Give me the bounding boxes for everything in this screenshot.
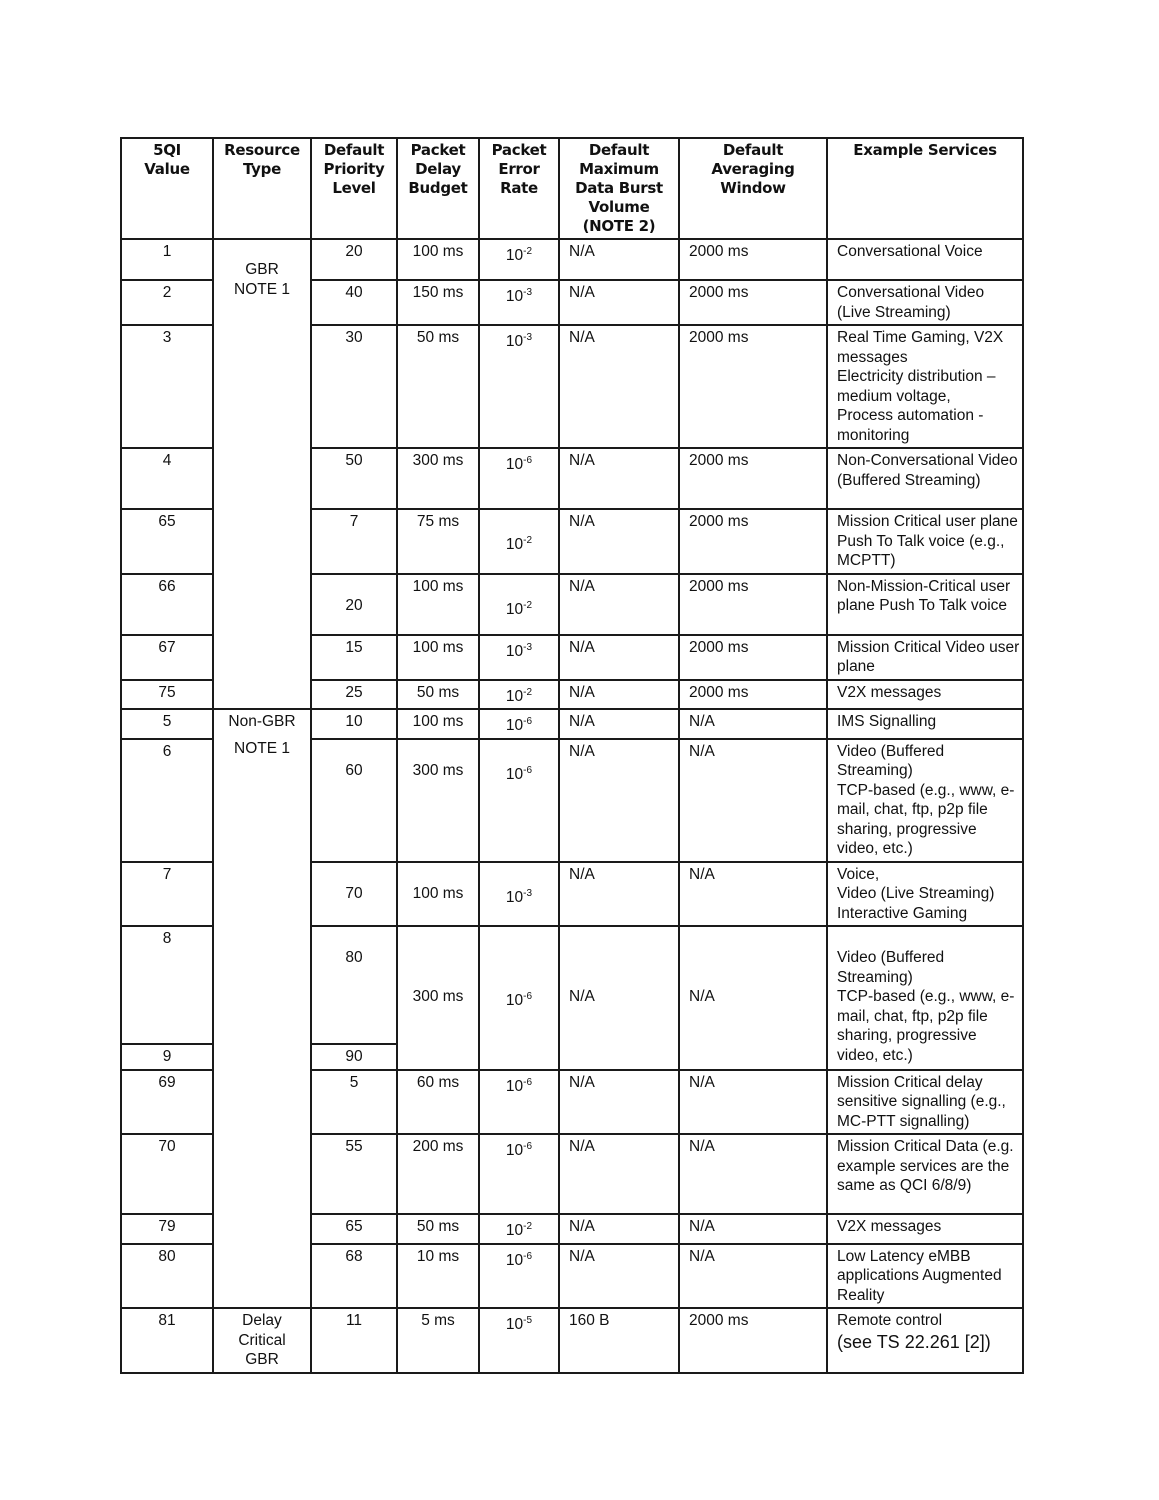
qos-characteristics-table [120, 137, 1024, 1374]
example-services: Video (Buffered Streaming) TCP-based (e.g., www, e-mail, chat, ftp, p2p file sharing, progressive video, etc.) [827, 926, 1023, 1070]
averaging-window: 2000 ms [679, 680, 827, 710]
priority-level: 90 [311, 1044, 397, 1070]
packet-delay-budget: 300 ms [397, 739, 479, 862]
example-services: Non-Mission-Critical user plane Push To Talk voice [827, 574, 1023, 635]
max-data-burst-volume: N/A [559, 239, 679, 280]
qi-value: 9 [121, 1044, 213, 1070]
packet-error-rate: $10^{-2}$ [479, 509, 559, 574]
averaging-window: 2000 ms [679, 574, 827, 635]
averaging-window: N/A [679, 926, 827, 1070]
packet-delay-budget: 300 ms [397, 926, 479, 1070]
max-data-burst-volume: 160 B [559, 1308, 679, 1373]
qi-value: 2 [121, 280, 213, 325]
averaging-window: N/A [679, 1244, 827, 1309]
priority-level: 20 [311, 239, 397, 280]
resource-type-delay-critical-gbr: Delay Critical GBR [213, 1308, 311, 1373]
max-data-burst-volume: N/A [559, 862, 679, 927]
priority-level: 60 [311, 739, 397, 862]
priority-level: 50 [311, 448, 397, 509]
averaging-window: 2000 ms [679, 509, 827, 574]
packet-error-rate: $10^{-3}$ [479, 280, 559, 325]
packet-delay-budget: 50 ms [397, 325, 479, 448]
packet-error-rate: $10^{-2}$ [479, 1214, 559, 1244]
table-row [121, 239, 1023, 280]
packet-delay-budget: 10 ms [397, 1244, 479, 1309]
priority-level: 30 [311, 325, 397, 448]
packet-error-rate: $10^{-2}$ [479, 574, 559, 635]
example-services: Voice, Video (Live Streaming) Interactive Gaming [827, 862, 1023, 927]
averaging-window: N/A [679, 739, 827, 862]
averaging-window: 2000 ms [679, 239, 827, 280]
priority-level: 15 [311, 635, 397, 680]
table-row [121, 1308, 1023, 1373]
averaging-window: 2000 ms [679, 280, 827, 325]
packet-error-rate: $10^{-5}$ [479, 1308, 559, 1373]
qi-value: 1 [121, 239, 213, 280]
averaging-window: N/A [679, 1070, 827, 1135]
packet-delay-budget: 50 ms [397, 680, 479, 710]
packet-delay-budget: 100 ms [397, 635, 479, 680]
averaging-window: 2000 ms [679, 635, 827, 680]
max-data-burst-volume: N/A [559, 926, 679, 1070]
qi-value: 5 [121, 709, 213, 739]
example-services: Remote control (see TS 22.261 [2]) [827, 1308, 1023, 1373]
header-row [121, 138, 1023, 239]
max-data-burst-volume: N/A [559, 448, 679, 509]
max-data-burst-volume: N/A [559, 509, 679, 574]
packet-delay-budget: 75 ms [397, 509, 479, 574]
packet-error-rate: $10^{-6}$ [479, 709, 559, 739]
example-services: IMS Signalling [827, 709, 1023, 739]
qi-value: 65 [121, 509, 213, 574]
example-services: Mission Critical Data (e.g. example services are the same as QCI 6/8/9) [827, 1134, 1023, 1214]
example-services: Mission Critical delay sensitive signalling (e.g., MC-PTT signalling) [827, 1070, 1023, 1135]
priority-level: 70 [311, 862, 397, 927]
qi-value: 8 [121, 926, 213, 1044]
max-data-burst-volume: N/A [559, 739, 679, 862]
packet-delay-budget: 200 ms [397, 1134, 479, 1214]
packet-error-rate: $10^{-6}$ [479, 926, 559, 1070]
header-packet-error-rate: Packet Error Rate [479, 138, 559, 239]
priority-level: 20 [311, 574, 397, 635]
table-row [121, 709, 1023, 739]
packet-error-rate: $10^{-6}$ [479, 739, 559, 862]
priority-level: 5 [311, 1070, 397, 1135]
max-data-burst-volume: N/A [559, 1214, 679, 1244]
qi-value: 75 [121, 680, 213, 710]
packet-delay-budget: 50 ms [397, 1214, 479, 1244]
averaging-window: N/A [679, 709, 827, 739]
example-services: Conversational Voice [827, 239, 1023, 280]
header-priority-level: Default Priority Level [311, 138, 397, 239]
header-packet-delay-budget: Packet Delay Budget [397, 138, 479, 239]
packet-error-rate: $10^{-3}$ [479, 325, 559, 448]
max-data-burst-volume: N/A [559, 709, 679, 739]
priority-level: 80 [311, 926, 397, 1044]
max-data-burst-volume: N/A [559, 680, 679, 710]
priority-level: 7 [311, 509, 397, 574]
example-services: Non-Conversational Video (Buffered Streaming) [827, 448, 1023, 509]
header-max-data-burst-volume: Default Maximum Data Burst Volume (NOTE 2) [559, 138, 679, 239]
priority-level: 10 [311, 709, 397, 739]
example-services: Mission Critical Video user plane [827, 635, 1023, 680]
averaging-window: N/A [679, 862, 827, 927]
example-services: Conversational Video (Live Streaming) [827, 280, 1023, 325]
qi-value: 79 [121, 1214, 213, 1244]
priority-level: 25 [311, 680, 397, 710]
example-services: Video (Buffered Streaming) TCP-based (e.g., www, e-mail, chat, ftp, p2p file sharing, progressive video, etc.) [827, 739, 1023, 862]
header-5qi-value: 5QI Value [121, 138, 213, 239]
packet-delay-budget: 100 ms [397, 862, 479, 927]
packet-error-rate: $10^{-2}$ [479, 680, 559, 710]
example-services: V2X messages [827, 1214, 1023, 1244]
packet-delay-budget: 5 ms [397, 1308, 479, 1373]
max-data-burst-volume: N/A [559, 280, 679, 325]
qi-value: 70 [121, 1134, 213, 1214]
header-resource-type: Resource Type [213, 138, 311, 239]
qi-value: 3 [121, 325, 213, 448]
max-data-burst-volume: N/A [559, 325, 679, 448]
example-services: Low Latency eMBB applications Augmented Reality [827, 1244, 1023, 1309]
example-services: Mission Critical user plane Push To Talk voice (e.g., MCPTT) [827, 509, 1023, 574]
packet-delay-budget: 60 ms [397, 1070, 479, 1135]
packet-delay-budget: 100 ms [397, 574, 479, 635]
qi-value: 6 [121, 739, 213, 862]
averaging-window: 2000 ms [679, 325, 827, 448]
averaging-window: N/A [679, 1134, 827, 1214]
priority-level: 68 [311, 1244, 397, 1309]
resource-type-gbr: GBR NOTE 1 [213, 239, 311, 709]
priority-level: 11 [311, 1308, 397, 1373]
qi-value: 7 [121, 862, 213, 927]
example-services: Real Time Gaming, V2X messages Electricity distribution – medium voltage, Process automation - monitoring [827, 325, 1023, 448]
qi-value: 69 [121, 1070, 213, 1135]
priority-level: 55 [311, 1134, 397, 1214]
averaging-window: 2000 ms [679, 448, 827, 509]
qi-value: 66 [121, 574, 213, 635]
packet-delay-budget: 100 ms [397, 239, 479, 280]
packet-delay-budget: 150 ms [397, 280, 479, 325]
packet-error-rate: $10^{-3}$ [479, 635, 559, 680]
max-data-burst-volume: N/A [559, 635, 679, 680]
example-services: V2X messages [827, 680, 1023, 710]
resource-type-non-gbr: Non-GBR NOTE 1 [213, 709, 311, 1308]
averaging-window: N/A [679, 1214, 827, 1244]
qi-value: 4 [121, 448, 213, 509]
qi-value: 80 [121, 1244, 213, 1309]
averaging-window: 2000 ms [679, 1308, 827, 1373]
priority-level: 65 [311, 1214, 397, 1244]
packet-error-rate: $10^{-2}$ [479, 239, 559, 280]
packet-error-rate: $10^{-6}$ [479, 1244, 559, 1309]
packet-error-rate: $10^{-6}$ [479, 1134, 559, 1214]
header-example-services: Example Services [827, 138, 1023, 239]
qi-value: 81 [121, 1308, 213, 1373]
ts-reference: (see TS 22.261 [2]) [837, 1331, 991, 1352]
packet-error-rate: $10^{-6}$ [479, 1070, 559, 1135]
priority-level: 40 [311, 280, 397, 325]
header-averaging-window: Default Averaging Window [679, 138, 827, 239]
qi-value: 67 [121, 635, 213, 680]
max-data-burst-volume: N/A [559, 1244, 679, 1309]
packet-error-rate: $10^{-6}$ [479, 448, 559, 509]
max-data-burst-volume: N/A [559, 1134, 679, 1214]
packet-delay-budget: 100 ms [397, 709, 479, 739]
max-data-burst-volume: N/A [559, 574, 679, 635]
packet-delay-budget: 300 ms [397, 448, 479, 509]
max-data-burst-volume: N/A [559, 1070, 679, 1135]
packet-error-rate: $10^{-3}$ [479, 862, 559, 927]
